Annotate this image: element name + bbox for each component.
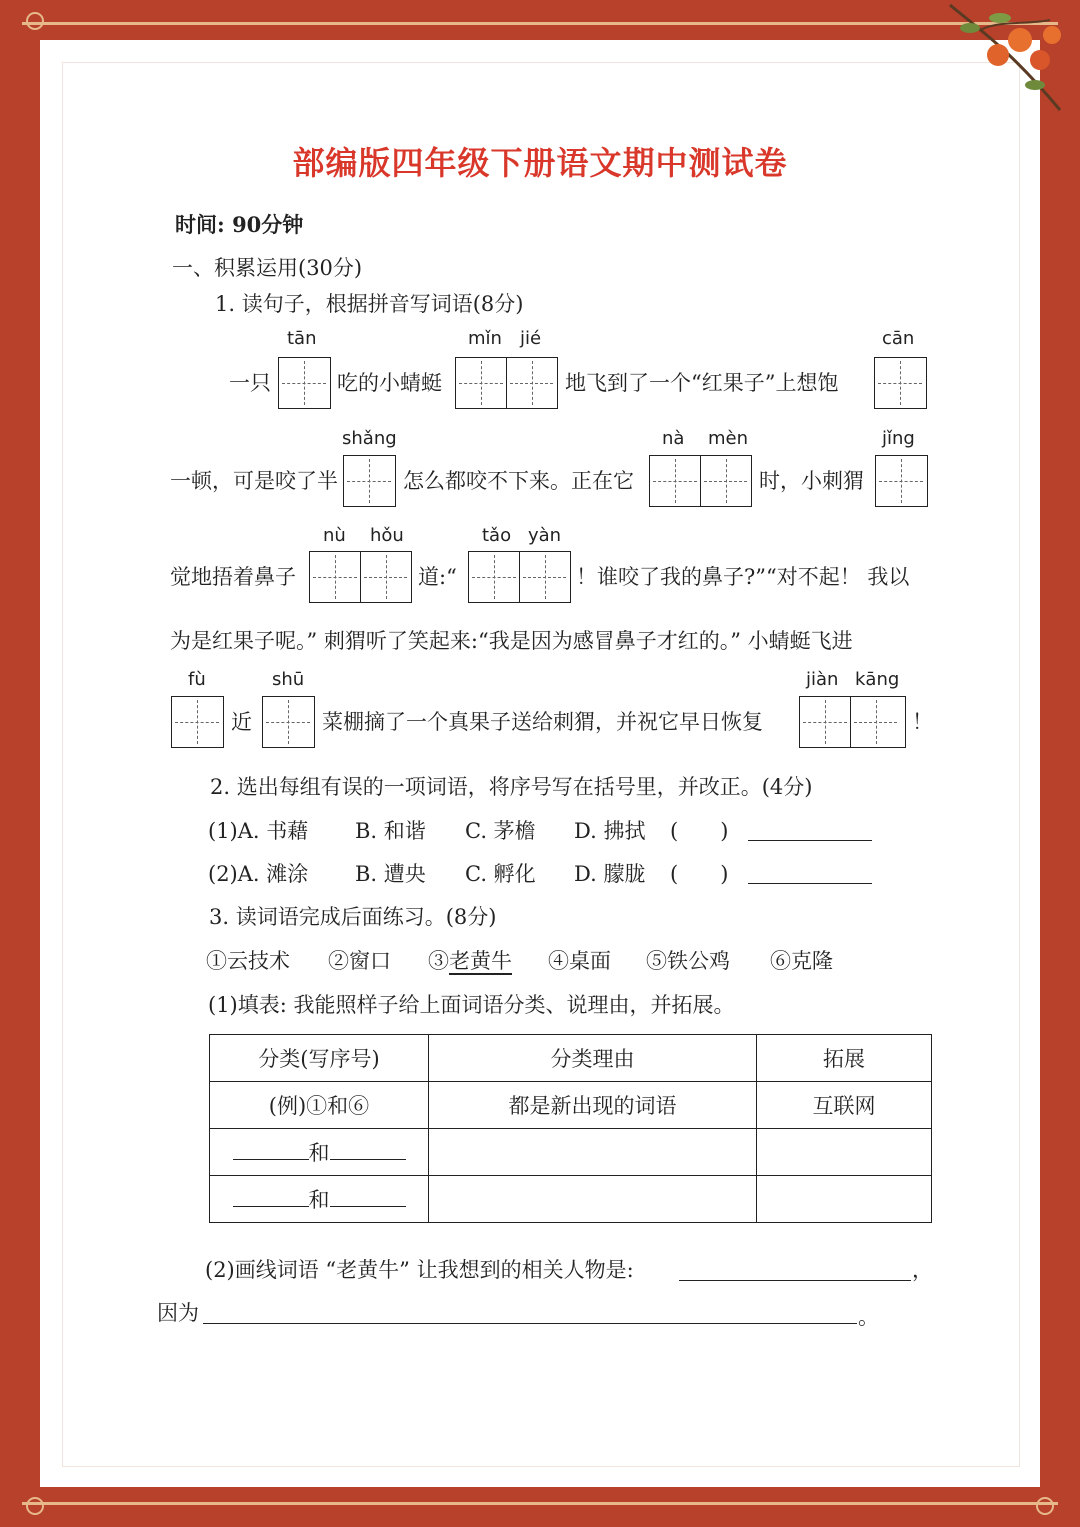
sentence-text: 菜棚摘了一个真果子送给刺猬，并祝它早日恢复 [322,710,763,734]
sentence-text: 地飞到了一个“红果子”上想饱 [565,371,839,395]
table-cell: 互联网 [757,1082,932,1129]
question-1-heading: 1. 读句子，根据拼音写词语(8分) [215,292,524,316]
punctuation: ， [912,1258,933,1282]
sentence-text: 怎么都咬不下来。正在它 [403,469,634,493]
pinyin: yàn [528,525,562,546]
sentence-text: ！谁咬了我的鼻子?”“对不起！ 我以 [576,565,910,589]
pinyin: nù [323,525,346,546]
time-limit: 时间: 90分钟 [175,212,304,237]
answer-line[interactable] [679,1280,911,1281]
writing-box[interactable] [799,696,906,748]
corner-ornament [26,1497,44,1515]
writing-box[interactable] [171,696,224,748]
writing-box[interactable] [455,357,558,409]
pinyin: mèn [708,428,749,449]
because-label: 因为 [157,1301,199,1325]
sentence-text: 时，小刺猬 [759,469,864,493]
pinyin: fù [188,669,206,690]
option-d: D. 朦胧 [574,862,646,886]
writing-box[interactable] [875,455,928,507]
word-item [428,947,512,975]
sentence-text: 为是红果子呢。” 刺猬听了笑起来:“我是因为感冒鼻子才红的。” 小蜻蜓飞进 [170,629,853,653]
table-cell[interactable] [429,1129,757,1176]
option-label: (1)A. 书藉 [208,819,309,843]
and-label: 和 [308,1188,330,1212]
sentence-text: 吃的小蜻蜓 [337,371,442,395]
word-item: ①云技术 [206,949,290,973]
table-cell[interactable] [210,1176,429,1223]
word-item: ②窗口 [328,949,391,973]
table-cell: (例)①和⑥ [210,1082,429,1129]
table-header: 分类(写序号) [210,1035,429,1082]
table-cell: 都是新出现的词语 [429,1082,757,1129]
answer-line[interactable] [748,840,872,841]
table-header: 分类理由 [429,1035,757,1082]
option-b: B. 和谐 [355,819,426,843]
table-row [210,1082,932,1129]
pinyin: jiàn [806,669,839,690]
answer-paren[interactable]: ( ) [670,819,729,843]
and-label: 和 [308,1141,330,1165]
question-2-heading: 2. 选出每组有误的一项词语，将序号写在括号里，并改正。(4分) [210,775,813,799]
section-heading: 一、积累运用(30分) [172,256,363,280]
word-item: ④桌面 [548,949,611,973]
option-d: D. 拂拭 [574,819,646,843]
underlined-word: 老黄牛 [449,949,512,973]
word-item: ⑤铁公鸡 [646,949,730,973]
option-label: (2)A. 滩涂 [208,862,309,886]
sentence-text: 一顿，可是咬了半 [170,469,338,493]
pinyin: nà [662,428,685,449]
sub-question-2: (2)画线词语 “老黄牛” 让我想到的相关人物是: [205,1258,634,1282]
persimmon-branch-icon [940,0,1070,120]
question-3-heading: 3. 读词语完成后面练习。(8分) [209,905,497,929]
pinyin: jǐng [882,428,915,449]
writing-box[interactable] [874,357,927,409]
corner-ornament [26,12,44,30]
classification-table [209,1034,932,1223]
pinyin: cān [882,328,915,349]
sentence-text: ！ [912,710,933,734]
table-cell[interactable] [757,1176,932,1223]
option-c: C. 茅檐 [465,819,536,843]
answer-line[interactable] [203,1323,857,1324]
pinyin: tǎo [482,525,512,546]
writing-box[interactable] [468,551,571,603]
sentence-text: 一只 [229,371,271,395]
writing-box[interactable] [649,455,752,507]
table-cell[interactable] [429,1176,757,1223]
word-number: ③ [428,949,449,973]
pinyin: jié [520,328,542,349]
page-title: 部编版四年级下册语文期中测试卷 [292,144,788,182]
table-cell[interactable] [210,1129,429,1176]
table-header-row [210,1035,932,1082]
table-cell[interactable] [757,1129,932,1176]
pinyin: hǒu [370,525,404,546]
pinyin: mǐn [468,328,502,349]
writing-box[interactable] [309,551,412,603]
punctuation: 。 [858,1305,879,1329]
word-item: ⑥克隆 [770,949,833,973]
option-c: C. 孵化 [465,862,536,886]
pinyin: kāng [855,669,900,690]
pinyin: shǎng [342,428,397,449]
pinyin: shū [272,669,305,690]
sentence-text: 道:“ [418,565,457,589]
option-b: B. 遭央 [355,862,426,886]
table-row [210,1129,932,1176]
writing-box[interactable] [262,696,315,748]
table-row [210,1176,932,1223]
pinyin: tān [287,328,317,349]
border-line-top [22,22,1058,25]
writing-box[interactable] [278,357,331,409]
table-header: 拓展 [757,1035,932,1082]
border-line-bottom [22,1502,1058,1505]
sentence-text: 近 [231,710,252,734]
answer-paren[interactable]: ( ) [670,862,729,886]
corner-ornament [1036,1497,1054,1515]
writing-box[interactable] [343,455,396,507]
answer-line[interactable] [748,883,872,884]
sentence-text: 觉地捂着鼻子 [170,565,296,589]
sub-question-1: (1)填表: 我能照样子给上面词语分类、说理由，并拓展。 [208,993,735,1017]
